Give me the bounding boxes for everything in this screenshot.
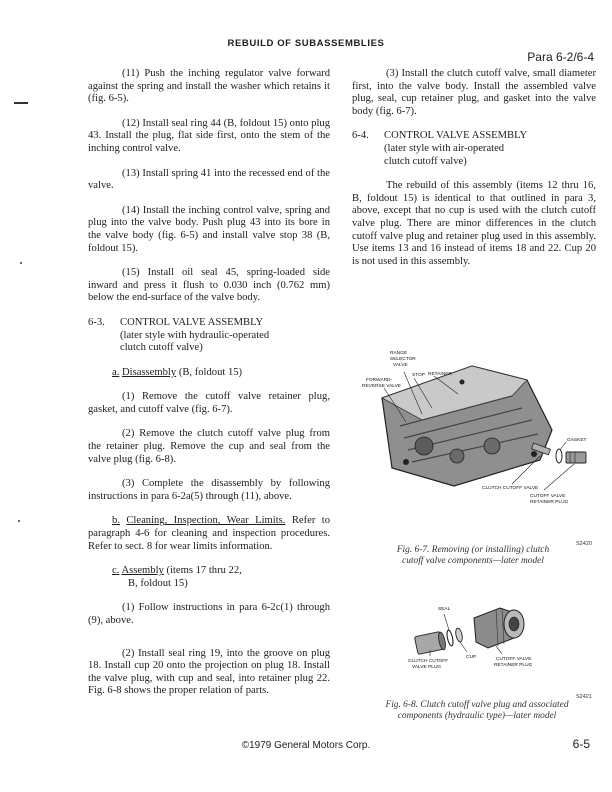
label-valve: VALVE bbox=[393, 363, 408, 368]
label-cutoff-valve: CUTOFF VALVE bbox=[530, 494, 566, 499]
section-number: 6-3. bbox=[88, 316, 105, 328]
label-selector: SELECTOR bbox=[390, 357, 416, 362]
subsection-title: Assembly bbox=[121, 565, 164, 577]
footer-copyright: ©1979 General Motors Corp. bbox=[241, 740, 371, 751]
label-stop: STOP bbox=[412, 373, 425, 378]
subsection-letter: b. bbox=[112, 515, 120, 527]
section-subtitle-line-1: (later style with hydraulic-operated bbox=[120, 329, 270, 341]
cup-part bbox=[455, 628, 464, 643]
label-retainer-plug: RETAINER PLUG bbox=[530, 500, 569, 505]
label-valve-plug: VALVE PLUG bbox=[412, 665, 442, 670]
step-3-install: (3) Install the clutch cutoff valve, small diameter first, into the valve body. Install the assembled valve plug, seal, cup retainer plug, and gasket into the valve body (fig. 6-7). bbox=[352, 68, 596, 117]
clutch-cutoff-valve-plug-part bbox=[414, 631, 446, 654]
section-6-4-heading bbox=[352, 130, 596, 168]
margin-mark bbox=[14, 102, 28, 104]
subsection-c-heading bbox=[88, 565, 330, 590]
figure-6-8-illustration bbox=[392, 590, 562, 690]
subsection-reference-line-2: B, foldout 15) bbox=[128, 577, 188, 589]
section-title: CONTROL VALVE ASSEMBLY bbox=[384, 130, 528, 142]
step-a-2: (2) Remove the clutch cutoff valve plug from the retainer plug. Remove the cup and seal from the valve plug (fig. 6-8). bbox=[88, 428, 330, 465]
label-range: RANGE bbox=[390, 351, 408, 356]
subsection-letter: a. bbox=[112, 366, 120, 378]
figure-6-7-illustration bbox=[362, 338, 602, 518]
section-6-3-heading bbox=[88, 317, 330, 355]
section-subtitle-line-1: (later style with air-operated bbox=[384, 142, 505, 154]
section-number: 6-4. bbox=[352, 130, 369, 142]
figure-6-7-caption bbox=[352, 545, 594, 567]
label-reverse-valve: REVERSE VALVE bbox=[362, 384, 402, 389]
label-cup: CUP bbox=[466, 655, 477, 660]
label-seal: SEAL bbox=[438, 607, 451, 612]
section-subtitle-line-2: clutch cutoff valve) bbox=[120, 342, 203, 354]
label-retainer: RETAINER bbox=[428, 372, 452, 377]
figure-6-8-caption bbox=[352, 700, 602, 722]
retainer-plug-part bbox=[566, 452, 586, 463]
subsection-title: Disassembly bbox=[122, 366, 177, 378]
label-cutoff-valve: CUTOFF VALVE bbox=[496, 657, 532, 662]
margin-mark bbox=[20, 262, 22, 264]
subsection-letter: c. bbox=[112, 565, 120, 577]
figure-6-7-id: S2420 bbox=[576, 541, 592, 547]
label-clutch-cutoff-valve: CLUTCH CUTOFF VALVE bbox=[482, 486, 539, 491]
step-15: (15) Install oil seal 45, spring-loaded side inward and press it flush to 0.030 inch (0.762 mm) below the end-surface of the valve body. bbox=[88, 267, 330, 304]
left-column bbox=[88, 68, 330, 710]
subsection-b bbox=[88, 515, 330, 553]
figure-6-7-caption-line-2: cutoff valve components—later model bbox=[402, 556, 544, 566]
step-c-2: (2) Install seal ring 19, into the groove on plug 18. Install cup 20 onto the projection on plug 18. Install the valve plug, with cup and seal, into retainer plug 22. Fig. 6-8 shows the proper relation of parts. bbox=[88, 647, 330, 697]
label-clutch-cutoff: CLUTCH CUTOFF bbox=[408, 659, 449, 664]
figure-6-8-caption-line-2: components (hydraulic type)—later model bbox=[397, 711, 557, 721]
step-a-1: (1) Remove the cutoff valve retainer plug, gasket, and cutoff valve (fig. 6-7). bbox=[88, 391, 330, 415]
gasket-part bbox=[556, 449, 562, 463]
step-12: (12) Install seal ring 44 (B, foldout 15) onto plug 43. Install the plug, flat side first, onto the stem of the inching control valve. bbox=[88, 117, 330, 154]
seal-part bbox=[446, 630, 454, 647]
margin-mark bbox=[18, 520, 20, 522]
figure-6-8-caption-line-1: Fig. 6-8. Clutch cutoff valve plug and associated bbox=[385, 700, 569, 710]
subsection-reference: (B, foldout 15) bbox=[176, 366, 243, 378]
subsection-reference: (items 17 thru 22, bbox=[163, 565, 242, 577]
step-14: (14) Install the inching control valve, spring and plug into the valve body. Push plug 43 into its bore in the valve body (fig. 6-5) and install valve stop 38 (B, foldout 15). bbox=[88, 204, 330, 254]
footer-page-number: 6-5 bbox=[572, 737, 590, 751]
label-gasket: GASKET bbox=[567, 438, 587, 443]
subsection-title: Cleaning, Inspection, Wear Limits. bbox=[126, 515, 286, 527]
step-c-1: (1) Follow instructions in para 6-2c(1) through (9), above. bbox=[88, 602, 330, 626]
valve-body bbox=[382, 366, 552, 486]
figure-6-8-id: S2421 bbox=[576, 694, 592, 700]
step-13: (13) Install spring 41 into the recessed end of the valve. bbox=[88, 167, 330, 192]
page-paragraph-reference: Para 6-2/6-4 bbox=[527, 50, 594, 64]
subsection-text: Refer to paragraph 4-6 for cleaning and inspection procedures. Refer to sect. 8 for wear limits information. bbox=[88, 515, 331, 552]
step-a-3: (3) Complete the disassembly by following instructions in para 6-2a(5) through (11), above. bbox=[88, 478, 330, 502]
label-forward: FORWARD- bbox=[366, 378, 393, 383]
step-11: (11) Push the inching regulator valve forward against the spring and install the washer which retains it (fig. 6-5). bbox=[88, 68, 330, 105]
figure-6-7-caption-line-1: Fig. 6-7. Removing (or installing) clutch bbox=[396, 545, 550, 555]
section-subtitle-line-2: clutch cutoff valve) bbox=[384, 155, 467, 167]
page-header-title: REBUILD OF SUBASSEMBLIES bbox=[227, 38, 385, 49]
label-retainer-plug: RETAINER PLUG bbox=[494, 663, 533, 668]
section-title: CONTROL VALVE ASSEMBLY bbox=[120, 316, 264, 328]
right-column bbox=[352, 68, 596, 280]
cutoff-valve-retainer-plug-part bbox=[474, 608, 524, 648]
subsection-a-heading bbox=[88, 367, 330, 380]
rebuild-paragraph: The rebuild of this assembly (items 12 thru 16, B, foldout 15) is identical to that outlined in para 3, above, except that no cup is used with the clutch cutoff valve plug. There are minor differences in the clutch cutoff valve plug and retainer plug used in this assembly. Use items 13 and 16 instead of items 18 and 22. Cup 20 is not used in this assembly. bbox=[352, 180, 596, 267]
